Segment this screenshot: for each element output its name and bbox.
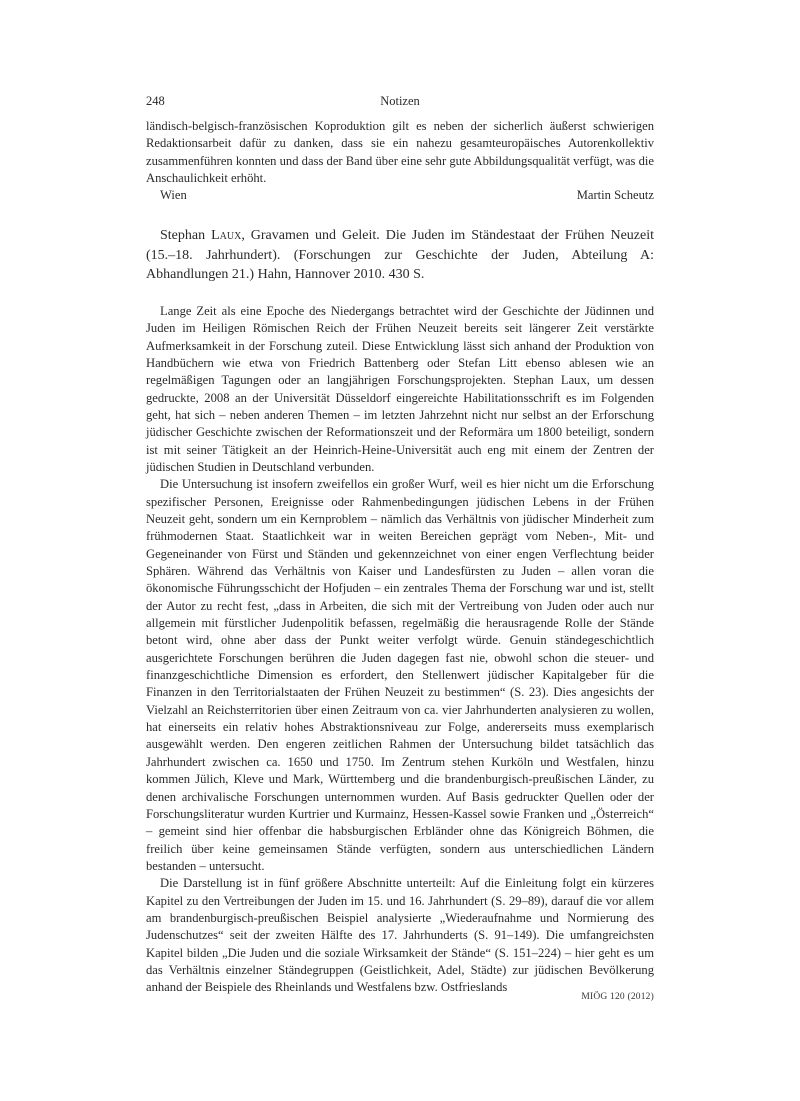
page-header (146, 94, 654, 118)
review-body (146, 303, 654, 997)
book-author-last-name: Laux (211, 228, 242, 244)
running-title: Notizen (380, 94, 420, 108)
book-citation: , Gravamen und Geleit. Die Juden im Ständestaat der Frühen Neuzeit (15.–18. Jahrhundert). (Forschungen zur Geschichte der Juden, Abteilung A: Abhandlungen 21.) Hahn, Hannover 2010. 430 S. (146, 228, 655, 283)
reviewer-place: Wien (160, 188, 187, 203)
journal-footer: MIÖG 120 (2012) (581, 992, 654, 1002)
page-body (146, 94, 654, 997)
review-citation (146, 226, 654, 285)
review-paragraph: Die Untersuchung ist insofern zweifellos ein großer Wurf, weil es hier nicht um die Erforschung spezifischer Personen, Ereignisse oder Rahmenbedingungen jüdischen Lebens in der Frühen Neuzeit geht, sondern um ein Kernproblem – nämlich das Verhältnis von jüdischer Minderheit zum frühmodernen Staat. Staatlichkeit war in weiten Bereichen geprägt vom Neben-, Mit- und Gegeneinander von Fürst und Ständen und gekennzeichnet von einer engen Verflechtung beider Sphären. Während das Verhältnis von Kaiser und Landesfürsten zu Juden – allen voran die ökonomische Führungsschicht der Hofjuden – ein zentrales Thema der Forschung war und ist, stellt der Autor zu recht fest, „dass in Arbeiten, die sich mit der Vertreibung von Juden oder auch nur allgemein mit fürstlicher Judenpolitik befassen, regelmäßig die herausragende Rolle der Stände betont wird, ohne aber dass der Punkt weiter verfolgt würde. Genuin ständegeschichtlich ausgerichtete Forschungen berühren die Juden dagegen fast nie, obwohl schon die steuer- und finanzgeschichtliche Dimension es erfordert, den Stellenwert jüdischer Kapitalgeber für die Finanzen in den Territorialstaaten der Frühen Neuzeit zu bestimmen“ (S. 23). Dies angesichts der Vielzahl an Reichsterritorien über einen Zeitraum von ca. vier Jahrhunderten analysieren zu wollen, hat einerseits ein relativ hohes Abstraktionsniveau zur Folge, andererseits muss exemplarisch ausgewählt werden. Den engeren zeitlichen Rahmen der Untersuchung bildet tatsächlich das Jahrhundert zwischen ca. 1650 und 1750. Im Zentrum stehen Kurköln und Westfalen, hinzu kommen Jülich, Kleve und Mark, Württemberg und die brandenburgisch-preußischen Länder, zu denen archivalische Forschungen unternommen wurden. Auf Basis gedruckter Quellen oder der Forschungsliteratur wurden Kurtrier und Kurmainz, Hessen-Kassel sowie Franken und „Österreich“ – gemeint sind hier offenbar die habsburgischen Erbländer ohne das Königreich Böhmen, die freilich über keine gemeinsamen Stände verfügten, sondern aus unterschiedlichen Ländern bestanden – untersucht. (146, 477, 654, 873)
review-paragraph: Lange Zeit als eine Epoche des Niedergangs betrachtet wird der Geschichte der Jüdinnen und Juden im Heiligen Römischen Reich der Frühen Neuzeit bereits seit längerer Zeit verstärkte Aufmerksamkeit in der Forschung zuteil. Diese Entwicklung lässt sich anhand der Produktion von Handbüchern wie etwa von Friedrich Battenberg oder Stefan Litt ebenso ablesen wie an regelmäßigen Tagungen oder an langjährigen Forschungsprojekten. Stephan Laux, um dessen gedruckte, 2008 an der Universität Düsseldorf eingereichte Habilitationsschrift es im Folgenden geht, hat sich – neben anderen Themen – im letzten Jahrzehnt nicht nur selbst an der Erforschung jüdischer Geschichte zwischen der Reformationszeit und der Reformära um 1800 beteiligt, sondern ist mit seiner Tätigkeit an der Heinrich-Heine-Universität auch eng mit einem der Zentren der jüdischen Studien in Deutschland verbunden. (146, 303, 654, 474)
page-number: 248 (146, 94, 165, 108)
previous-review-ending: ländisch-belgisch-französischen Koproduktion gilt es neben der sicherlich äußerst schwierigen Redaktionsarbeit dafür zu danken, dass sie ein nahezu gesamteuropäisches Autorenkollektiv zusammenführen konnten und dass der Band über eine sehr gute Abbildungsqualität verfügt, was die Anschaulichkeit erhöht. (146, 119, 654, 186)
reviewer-name: Martin Scheutz (576, 188, 654, 203)
previous-review-signoff (146, 187, 654, 205)
book-author-first-name: Stephan (160, 228, 206, 244)
review-paragraph: Die Darstellung ist in fünf größere Abschnitte unterteilt: Auf die Einleitung folgt ein kürzeres Kapitel zu den Vertreibungen der Juden im 15. und 16. Jahrhundert (S. 29–89), darauf die vor allem am brandenburgisch-preußischen Beispiel analysierte „Wiederaufnahme und Normierung des Judenschutzes“ seit der zweiten Hälfte des 17. Jahrhunderts (S. 91–149). Die umfangreichsten Kapitel bilden „Die Juden und die soziale Wirksamkeit der Stände“ (S. 151–224) – hier geht es um das Verhältnis einzelner Ständegruppen (Geistlichkeit, Adel, Städte) zur jüdischen Bevölkerung anhand der Beispiele des Rheinlands und Westfalens bzw. Ostfrieslands (146, 876, 654, 995)
